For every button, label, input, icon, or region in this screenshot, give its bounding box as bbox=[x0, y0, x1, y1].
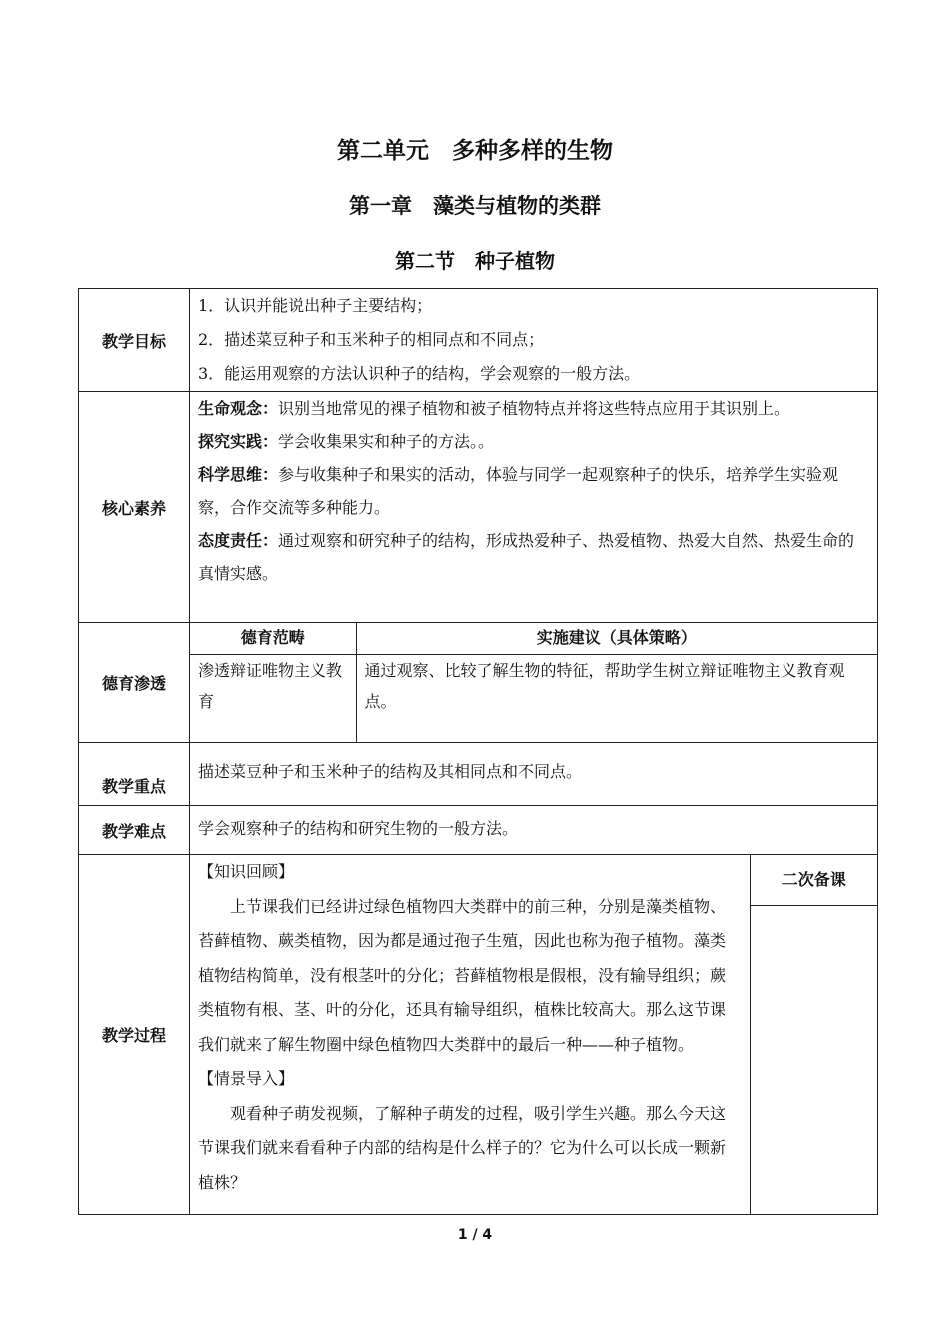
intro-paragraph: 观看种子萌发视频，了解种子萌发的过程，吸引学生兴趣。那么今天这节课我们就来看看种子内部的结构是什么样子的？它为什么可以长成一颗新植株？ bbox=[198, 1103, 727, 1192]
process-row bbox=[79, 855, 878, 1215]
review-heading: 【知识回顾】 bbox=[198, 862, 295, 881]
moral-content bbox=[190, 623, 878, 743]
literacy-item-text: 学会收集果实和种子的方法。。 bbox=[278, 432, 495, 451]
objectives-content bbox=[190, 289, 878, 392]
moral-col1-header: 德育范畴 bbox=[190, 623, 356, 654]
intro-heading: 【情景导入】 bbox=[198, 1069, 295, 1088]
difficulty-content bbox=[190, 806, 878, 855]
literacy-item-text: 识别当地常见的裸子植物和被子植物特点并将这些特点应用于其识别上。 bbox=[278, 399, 791, 418]
difficulty-label: 教学难点 bbox=[79, 806, 190, 855]
literacy-item bbox=[190, 392, 877, 425]
literacy-item-head: 态度责任： bbox=[198, 531, 279, 550]
moral-row bbox=[79, 623, 878, 743]
literacy-content bbox=[190, 392, 878, 623]
literacy-item bbox=[190, 458, 877, 524]
process-content bbox=[190, 855, 878, 1215]
review-paragraph: 上节课我们已经讲过绿色植物四大类群中的前三种，分别是藻类植物、苔藓植物、蕨类植物，因为都是通过孢子生殖，因此也称为孢子植物。藻类植物结构简单，没有根茎叶的分化；苔藓植物根是假根，没有输导组织；蕨类植物有根、茎、叶的分化，还具有输导组织，植株比较高大。那么这节课我们就来了解生物圈中绿色植物四大类群中的最后一种——种子植物。 bbox=[198, 896, 727, 1054]
literacy-row bbox=[79, 392, 878, 623]
key-point-content bbox=[190, 743, 878, 806]
literacy-label: 核心素养 bbox=[79, 392, 190, 623]
literacy-item bbox=[190, 425, 877, 458]
moral-col1-cell bbox=[190, 654, 356, 742]
moral-col2-text: 通过观察、比较了解生物的特征，帮助学生树立辩证唯物主义教育观点。 bbox=[364, 660, 845, 711]
process-inner-table bbox=[190, 855, 877, 1214]
key-point-label: 教学重点 bbox=[79, 743, 190, 806]
difficulty-row bbox=[79, 806, 878, 855]
section-title: 第二节 种子植物 bbox=[395, 249, 555, 273]
moral-label: 德育渗透 bbox=[79, 623, 190, 743]
moral-inner-table bbox=[190, 623, 877, 742]
chapter-title: 第一章 藻类与植物的类群 bbox=[349, 194, 601, 218]
page-number: 1 / 4 bbox=[457, 1227, 493, 1243]
literacy-item-head: 探究实践： bbox=[198, 432, 279, 451]
moral-col1-text: 渗透辩证唯物主义教育 bbox=[198, 660, 343, 711]
objective-item: 2．描述菜豆种子和玉米种子的相同点和不同点； bbox=[198, 330, 545, 349]
objective-item: 3．能运用观察的方法认识种子的结构，学会观察的一般方法。 bbox=[198, 364, 641, 383]
difficulty-text: 学会观察种子的结构和研究生物的一般方法。 bbox=[198, 819, 519, 838]
literacy-item-text: 参与收集种子和果实的活动，体验与同学一起观察种子的快乐，培养学生实验观察，合作交流等多种能力。 bbox=[198, 465, 839, 517]
process-label: 教学过程 bbox=[79, 855, 190, 1215]
secondary-prep-cell bbox=[750, 855, 877, 1214]
literacy-item-text: 通过观察和研究种子的结构，形成热爱种子、热爱植物、热爱大自然、热爱生命的真情实感。 bbox=[198, 531, 855, 583]
literacy-item bbox=[190, 524, 877, 590]
moral-col2-cell bbox=[356, 654, 877, 742]
objectives-row bbox=[79, 289, 878, 392]
key-point-row bbox=[79, 743, 878, 806]
objective-item: 1．认识并能说出种子主要结构； bbox=[198, 296, 433, 315]
objectives-label: 教学目标 bbox=[79, 289, 190, 392]
unit-title: 第二单元 多种多样的生物 bbox=[337, 138, 613, 164]
key-point-text: 描述菜豆种子和玉米种子的结构及其相同点和不同点。 bbox=[198, 762, 583, 781]
lesson-plan-table bbox=[78, 288, 878, 1215]
literacy-item-head: 科学思维： bbox=[198, 465, 279, 484]
moral-col2-header: 实施建议（具体策略） bbox=[356, 623, 877, 654]
literacy-item-head: 生命观念： bbox=[198, 399, 279, 418]
process-text-cell bbox=[190, 855, 750, 1214]
secondary-prep-label: 二次备课 bbox=[751, 855, 878, 906]
